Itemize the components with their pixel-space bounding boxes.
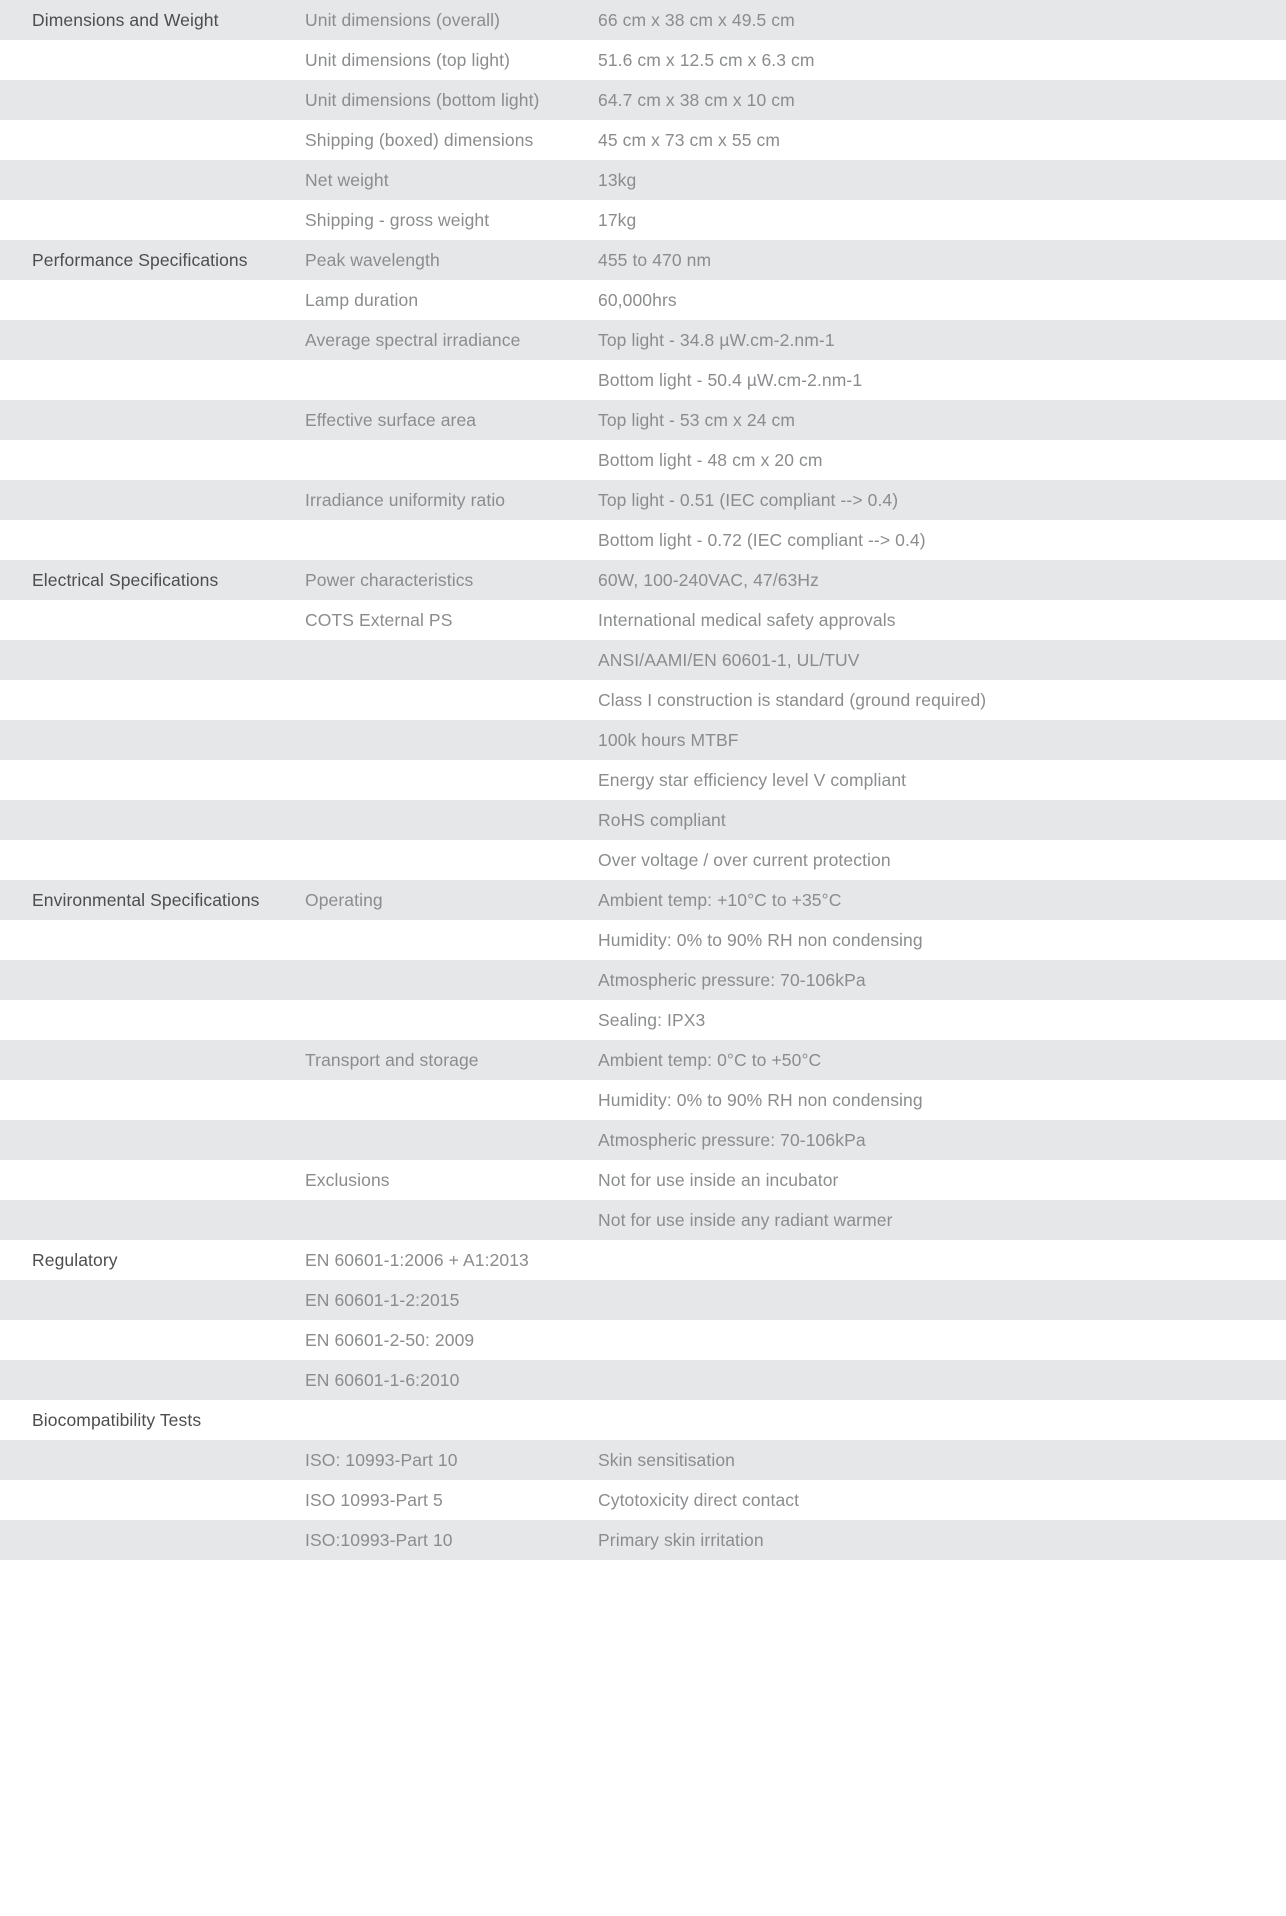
- attribute-cell: [300, 760, 582, 800]
- value-text: Not for use inside any radiant warmer: [598, 1210, 893, 1230]
- attribute-cell: [300, 720, 582, 760]
- attribute-cell: [300, 360, 582, 400]
- attribute-cell: [300, 800, 582, 840]
- table-row: [0, 1000, 1286, 1040]
- section-cell: [0, 1400, 300, 1440]
- attribute-cell: [300, 320, 582, 360]
- value-cell: [582, 1280, 1286, 1320]
- attribute-label: Peak wavelength: [305, 250, 440, 270]
- attribute-cell: [300, 1400, 582, 1440]
- value-text: 66 cm x 38 cm x 49.5 cm: [598, 10, 795, 30]
- attribute-cell: [300, 160, 582, 200]
- section-cell: [0, 320, 300, 360]
- section-cell: [0, 280, 300, 320]
- value-text: Energy star efficiency level V compliant: [598, 770, 907, 790]
- attribute-label: Exclusions: [305, 1170, 390, 1190]
- value-text: 455 to 470 nm: [598, 250, 712, 270]
- value-cell: [582, 880, 1286, 920]
- attribute-label: Transport and storage: [305, 1050, 479, 1070]
- table-row: [0, 600, 1286, 640]
- value-text: Bottom light - 0.72 (IEC compliant --> 0.4): [598, 530, 926, 550]
- section-label: Electrical Specifications: [32, 570, 219, 590]
- attribute-cell: [300, 400, 582, 440]
- attribute-label: Shipping - gross weight: [305, 210, 490, 230]
- attribute-label: Power characteristics: [305, 570, 474, 590]
- attribute-cell: [300, 480, 582, 520]
- attribute-label: Shipping (boxed) dimensions: [305, 130, 534, 150]
- value-cell: [582, 800, 1286, 840]
- section-cell: [0, 240, 300, 280]
- value-cell: [582, 1200, 1286, 1240]
- table-row: [0, 520, 1286, 560]
- section-cell: [0, 960, 300, 1000]
- section-cell: [0, 1080, 300, 1120]
- section-cell: [0, 0, 300, 40]
- section-label: Regulatory: [32, 1250, 118, 1270]
- value-cell: [582, 520, 1286, 560]
- section-cell: [0, 1360, 300, 1400]
- section-cell: [0, 680, 300, 720]
- value-cell: [582, 1400, 1286, 1440]
- value-text: Not for use inside an incubator: [598, 1170, 839, 1190]
- attribute-label: Unit dimensions (overall): [305, 10, 501, 30]
- value-text: 64.7 cm x 38 cm x 10 cm: [598, 90, 795, 110]
- value-text: 45 cm x 73 cm x 55 cm: [598, 130, 781, 150]
- section-cell: [0, 200, 300, 240]
- attribute-cell: [300, 40, 582, 80]
- attribute-label: EN 60601-1-2:2015: [305, 1290, 460, 1310]
- attribute-cell: [300, 1040, 582, 1080]
- section-cell: [0, 1240, 300, 1280]
- value-cell: [582, 640, 1286, 680]
- value-text: Skin sensitisation: [598, 1450, 736, 1470]
- section-cell: [0, 840, 300, 880]
- value-text: RoHS compliant: [598, 810, 726, 830]
- section-cell: [0, 80, 300, 120]
- attribute-cell: [300, 1480, 582, 1520]
- table-row: [0, 160, 1286, 200]
- value-cell: [582, 440, 1286, 480]
- section-cell: [0, 1480, 300, 1520]
- value-text: Bottom light - 50.4 µW.cm-2.nm-1: [598, 370, 863, 390]
- section-cell: [0, 120, 300, 160]
- section-cell: [0, 480, 300, 520]
- value-cell: [582, 1240, 1286, 1280]
- attribute-label: EN 60601-1:2006 + A1:2013: [305, 1250, 529, 1270]
- value-cell: [582, 1080, 1286, 1120]
- value-cell: [582, 200, 1286, 240]
- table-row: [0, 640, 1286, 680]
- table-row: [0, 1280, 1286, 1320]
- value-cell: [582, 560, 1286, 600]
- attribute-cell: [300, 1080, 582, 1120]
- attribute-cell: [300, 880, 582, 920]
- attribute-cell: [300, 80, 582, 120]
- table-row: [0, 840, 1286, 880]
- attribute-cell: [300, 0, 582, 40]
- section-cell: [0, 560, 300, 600]
- table-row: [0, 360, 1286, 400]
- value-text: Primary skin irritation: [598, 1530, 764, 1550]
- attribute-cell: [300, 1320, 582, 1360]
- attribute-cell: [300, 520, 582, 560]
- attribute-cell: [300, 200, 582, 240]
- value-cell: [582, 600, 1286, 640]
- table-row: [0, 560, 1286, 600]
- attribute-label: COTS External PS: [305, 610, 453, 630]
- table-row: [0, 1080, 1286, 1120]
- value-text: Humidity: 0% to 90% RH non condensing: [598, 930, 923, 950]
- attribute-cell: [300, 840, 582, 880]
- value-cell: [582, 400, 1286, 440]
- table-row: [0, 280, 1286, 320]
- attribute-cell: [300, 120, 582, 160]
- attribute-cell: [300, 1120, 582, 1160]
- table-row: [0, 680, 1286, 720]
- value-cell: [582, 40, 1286, 80]
- attribute-label: Unit dimensions (top light): [305, 50, 511, 70]
- attribute-label: Lamp duration: [305, 290, 419, 310]
- value-text: 100k hours MTBF: [598, 730, 739, 750]
- value-cell: [582, 360, 1286, 400]
- attribute-label: Operating: [305, 890, 383, 910]
- section-cell: [0, 160, 300, 200]
- section-cell: [0, 1000, 300, 1040]
- attribute-label: ISO: 10993-Part 10: [305, 1450, 458, 1470]
- section-cell: [0, 720, 300, 760]
- table-row: [0, 240, 1286, 280]
- value-text: 17kg: [598, 210, 637, 230]
- section-cell: [0, 1040, 300, 1080]
- value-text: Over voltage / over current protection: [598, 850, 891, 870]
- attribute-cell: [300, 1200, 582, 1240]
- table-row: [0, 1160, 1286, 1200]
- section-cell: [0, 760, 300, 800]
- section-cell: [0, 640, 300, 680]
- table-row: [0, 1120, 1286, 1160]
- value-text: Cytotoxicity direct contact: [598, 1490, 800, 1510]
- value-cell: [582, 1440, 1286, 1480]
- value-cell: [582, 1360, 1286, 1400]
- section-cell: [0, 1160, 300, 1200]
- attribute-cell: [300, 1360, 582, 1400]
- attribute-label: ISO:10993-Part 10: [305, 1530, 453, 1550]
- attribute-cell: [300, 1160, 582, 1200]
- table-row: [0, 1200, 1286, 1240]
- section-cell: [0, 520, 300, 560]
- value-cell: [582, 920, 1286, 960]
- attribute-cell: [300, 1280, 582, 1320]
- table-row: [0, 920, 1286, 960]
- table-row: [0, 760, 1286, 800]
- table-row: [0, 480, 1286, 520]
- table-row: [0, 400, 1286, 440]
- value-text: Atmospheric pressure: 70-106kPa: [598, 1130, 866, 1150]
- attribute-label: Unit dimensions (bottom light): [305, 90, 540, 110]
- value-cell: [582, 120, 1286, 160]
- table-row: [0, 1360, 1286, 1400]
- value-text: ANSI/AAMI/EN 60601-1, UL/TUV: [598, 650, 860, 670]
- table-row: [0, 120, 1286, 160]
- section-cell: [0, 1440, 300, 1480]
- section-cell: [0, 880, 300, 920]
- attribute-label: Average spectral irradiance: [305, 330, 521, 350]
- attribute-cell: [300, 680, 582, 720]
- value-cell: [582, 320, 1286, 360]
- value-text: Top light - 34.8 µW.cm-2.nm-1: [598, 330, 835, 350]
- attribute-cell: [300, 960, 582, 1000]
- section-cell: [0, 920, 300, 960]
- value-text: Sealing: IPX3: [598, 1010, 706, 1030]
- value-text: Top light - 53 cm x 24 cm: [598, 410, 796, 430]
- attribute-cell: [300, 280, 582, 320]
- section-cell: [0, 40, 300, 80]
- table-row: [0, 0, 1286, 40]
- attribute-cell: [300, 920, 582, 960]
- section-label: Environmental Specifications: [32, 890, 260, 910]
- value-text: 60W, 100-240VAC, 47/63Hz: [598, 570, 819, 590]
- value-cell: [582, 160, 1286, 200]
- value-text: Ambient temp: +10°C to +35°C: [598, 890, 842, 910]
- table-row: [0, 720, 1286, 760]
- value-cell: [582, 720, 1286, 760]
- value-cell: [582, 760, 1286, 800]
- attribute-cell: [300, 560, 582, 600]
- value-cell: [582, 840, 1286, 880]
- attribute-cell: [300, 600, 582, 640]
- attribute-label: Irradiance uniformity ratio: [305, 490, 506, 510]
- value-text: 60,000hrs: [598, 290, 677, 310]
- value-text: 51.6 cm x 12.5 cm x 6.3 cm: [598, 50, 815, 70]
- value-cell: [582, 1120, 1286, 1160]
- attribute-cell: [300, 240, 582, 280]
- attribute-cell: [300, 640, 582, 680]
- table-row: [0, 1480, 1286, 1520]
- table-row: [0, 200, 1286, 240]
- attribute-label: EN 60601-2-50: 2009: [305, 1330, 475, 1350]
- value-text: 13kg: [598, 170, 637, 190]
- value-text: Ambient temp: 0°C to +50°C: [598, 1050, 822, 1070]
- table-row: [0, 960, 1286, 1000]
- value-cell: [582, 80, 1286, 120]
- value-cell: [582, 1160, 1286, 1200]
- value-cell: [582, 1320, 1286, 1360]
- section-cell: [0, 600, 300, 640]
- value-cell: [582, 280, 1286, 320]
- section-cell: [0, 440, 300, 480]
- attribute-cell: [300, 440, 582, 480]
- value-cell: [582, 0, 1286, 40]
- section-cell: [0, 1520, 300, 1560]
- table-row: [0, 1040, 1286, 1080]
- table-row: [0, 80, 1286, 120]
- attribute-cell: [300, 1240, 582, 1280]
- attribute-label: EN 60601-1-6:2010: [305, 1370, 460, 1390]
- value-cell: [582, 1000, 1286, 1040]
- attribute-cell: [300, 1000, 582, 1040]
- table-row: [0, 1440, 1286, 1480]
- table-row: [0, 880, 1286, 920]
- value-text: Humidity: 0% to 90% RH non condensing: [598, 1090, 923, 1110]
- section-cell: [0, 400, 300, 440]
- value-cell: [582, 1040, 1286, 1080]
- section-cell: [0, 360, 300, 400]
- table-row: [0, 800, 1286, 840]
- section-cell: [0, 1200, 300, 1240]
- section-cell: [0, 1280, 300, 1320]
- value-cell: [582, 480, 1286, 520]
- table-row: [0, 440, 1286, 480]
- value-text: Atmospheric pressure: 70-106kPa: [598, 970, 866, 990]
- table-row: [0, 40, 1286, 80]
- section-label: Biocompatibility Tests: [32, 1410, 202, 1430]
- value-text: International medical safety approvals: [598, 610, 896, 630]
- attribute-cell: [300, 1440, 582, 1480]
- section-cell: [0, 800, 300, 840]
- value-cell: [582, 680, 1286, 720]
- value-cell: [582, 1520, 1286, 1560]
- section-label: Dimensions and Weight: [32, 10, 219, 30]
- attribute-label: ISO 10993-Part 5: [305, 1490, 443, 1510]
- table-row: [0, 320, 1286, 360]
- value-cell: [582, 960, 1286, 1000]
- table-row: [0, 1240, 1286, 1280]
- section-label: Performance Specifications: [32, 250, 248, 270]
- section-cell: [0, 1120, 300, 1160]
- value-text: Bottom light - 48 cm x 20 cm: [598, 450, 823, 470]
- value-text: Top light - 0.51 (IEC compliant --> 0.4): [598, 490, 899, 510]
- table-row: [0, 1400, 1286, 1440]
- section-cell: [0, 1320, 300, 1360]
- table-row: [0, 1520, 1286, 1560]
- value-cell: [582, 1480, 1286, 1520]
- value-text: Class I construction is standard (ground required): [598, 690, 987, 710]
- attribute-label: Effective surface area: [305, 410, 477, 430]
- table-row: [0, 1320, 1286, 1360]
- value-cell: [582, 240, 1286, 280]
- attribute-label: Net weight: [305, 170, 389, 190]
- attribute-cell: [300, 1520, 582, 1560]
